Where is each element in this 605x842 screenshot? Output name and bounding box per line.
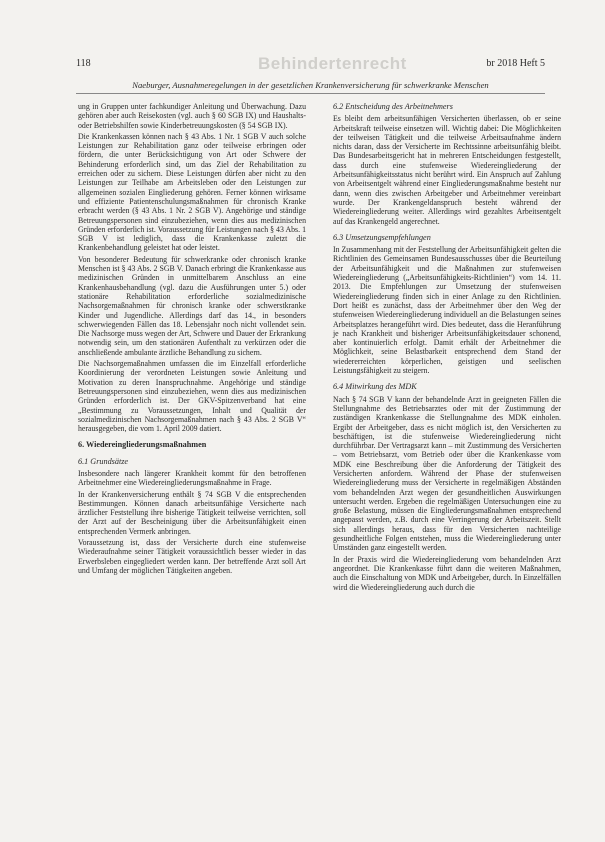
issue-label: br 2018 Heft 5	[486, 58, 545, 69]
paragraph: Es bleibt dem arbeitsunfähigen Versicherten überlassen, ob er seine Arbeitskraft teilweise einsetzen will. Wichtig dabei: Die Möglichkeiten der teilweisen Tätigkeit und die teilweise Arbeitsaufnahme ändern nichts daran, dass der Versicherte im Rechtssinne arbeitsunfähig bleibt. Das Bundesarbeitsgericht hat in mehreren Entscheidungen festgestellt, dass durch eine stufenweise Wiedereingliederung der Arbeitsunfähigkeitsstatus nicht berührt wird. Ein Anspruch auf Zahlung von Arbeitsentgelt während einer Eingliederungsmaßnahme besteht nur dann, wenn dies zwischen Arbeitgeber und Arbeitnehmer vereinbart wurde. Der Krankengeldanspruch besteht während der Wiedereingliederung weiter. Allerdings wird gezahltes Arbeitsentgelt auf das Krankengeld angerechnet.	[333, 114, 561, 226]
paragraph: In der Krankenversicherung enthält § 74 SGB V die entsprechenden Bestimmungen. Können danach arbeitsunfähige Versicherte nach ärztlicher Feststellung ihre bisherige Tätigkeit teilweise verrichten, soll der Arzt auf der Bescheinigung über die Arbeitsunfähigkeit einen entsprechenden Vermerk anbringen.	[78, 489, 306, 536]
paragraph: ung in Gruppen unter fachkundiger Anleitung und Überwachung. Dazu gehören aber auch Reisekosten (vgl. auch § 60 SGB IX) und Haushalts- oder Betriebshilfen sowie Kinderbetreuungskosten (§ 54 SGB IX).	[78, 102, 306, 130]
page-header	[76, 56, 545, 74]
subsection-heading: 6.2 Entscheidung des Arbeitnehmers	[333, 102, 453, 111]
paragraph: Die Krankenkassen können nach § 43 Abs. 1 Nr. 1 SGB V auch solche Leistungen zur Rehabilitation ganz oder teilweise erbringen oder fördern, die unter Berücksichtigung von Art oder Schwere der Behinderung erforderlich sind, um das Ziel der Rehabilitation zu erreichen oder zu sichern. Diese Leistungen dürfen aber nicht zu den Leistungen zur Teilhabe am Arbeitsleben oder den Leistungen zur allgemeinen sozialen Eingliederung gehören. Ferner können wirksame und effiziente Patientenschulungsmaßnahmen für chronisch Kranke erbracht werden (§ 43 Abs. 1 Nr. 2 SGB V). Angehörige und ständige Betreuungspersonen sind einzubeziehen, wenn dies aus medizinischen Gründen erforderlich ist. Voraussetzung für Leistungen nach § 43 Abs. 1 SGB V ist lediglich, dass die Krankenkasse zuletzt die Krankenbehandlung geleistet hat oder leistet.	[78, 131, 306, 253]
left-column	[78, 102, 306, 577]
paragraph: In der Praxis wird die Wiedereingliederung vom behandelnden Arzt angeordnet. Die Krankenkasse führt dann die weiteren Maßnahmen, auch die Einschaltung von MDK und Arbeitgeber, durch. In Einzelfällen wird die Wiedereingliederung auch durch die	[333, 554, 561, 592]
subsection-heading: 6.3 Umsetzungsempfehlungen	[333, 232, 431, 242]
journal-masthead: Behindertenrecht	[258, 54, 407, 73]
paragraph: Insbesondere nach längerer Krankheit kommt für den betroffenen Arbeitnehmer eine Wiedereingliederungsmaßnahme in Frage.	[78, 468, 306, 488]
paragraph: Die Nachsorgemaßnahmen umfassen die im Einzelfall erforderliche Koordinierung der verordneten Leistungen sowie Anleitung und Motivation zu deren Inanspruchnahme. Angehörige und ständige Betreuungspersonen sind einzubeziehen, wenn dies aus medizinischen Gründen erforderlich ist. Der GKV-Spitzenverband hat eine „Bestimmung zu Voraussetzungen, Inhalt und Qualität der sozialmedizinischen Nachsorgemaßnahmen nach § 43 Abs. 2 SGB V“ herausgegeben, die vom 1. April 2009 datiert.	[78, 359, 306, 434]
subsection-heading: 6.1 Grundsätze	[78, 456, 129, 466]
paragraph: Nach § 74 SGB V kann der behandelnde Arzt in geeigneten Fällen die Stellungnahme des Betriebsarztes oder mit der Zustimmung der zuständigen Krankenkasse die Stellungnahme des MDK einholen. Ergibt der Arbeitgeber, dass es nicht möglich ist, den Versicherten zu beschäftigen, ist die stufenweise Wiedereingliederung nicht durchführbar. Der Vertragsarzt kann – mit Zustimmung des Versicherten – vom Betriebsarzt, vom Betrieb oder über die Krankenkasse vom MDK eine Beschreibung über die Anforderung der Tätigkeit des Versicherten anfordern. Während der Phase der stufenweisen Wiedereingliederung muss der Versicherte in regelmäßigen Abständen vom behandelnden Arzt wegen der gesundheitlichen Auswirkungen untersucht werden. Ergeben die regelmäßigen Untersuchungen eine zu große Belastung, müssen die Eingliederungsmaßnahmen entsprechend angepasst werden, z.B. durch eine Verringerung der Arbeitszeit. Stellt sich allerdings heraus, dass für den Versicherten nachteilige gesundheitliche Folgen entstehen, muss die Wiedereingliederung unter Umständen ganz eingestellt werden.	[333, 394, 561, 553]
paragraph: In Zusammenhang mit der Feststellung der Arbeitsunfähigkeit gelten die Richtlinien des Gemeinsamen Bundesausschusses über die Beurteilung der Arbeitsunfähigkeit und die Maßnahmen zur stufenweisen Wiedereingliederung („Arbeitsunfähigkeits-Richtlinien“) vom 14. 11. 2013. Die Empfehlungen zur Umsetzung der stufenweisen Wiedereingliederung finden sich in einer Anlage zu den Richtlinien. Dort heißt es zunächst, dass der Arbeitnehmer über den Weg der stufenweisen Wiedereingliederung individuell an die Belastungen seines Arbeitsplatzes herangeführt wird. Dies bedeutet, dass die Heranführung je nach Krankheit und bisheriger Arbeitsunfähigkeitsdauer schonend, aber kontinuierlich erfolgt. Damit erhält der Arbeitnehmer die Möglichkeit, seine Belastbarkeit entsprechend dem Stand der wiedererreichten körperlichen, geistigen und seelischen Leistungsfähigkeit zu steigern.	[333, 245, 561, 376]
page-number: 118	[76, 58, 91, 69]
running-title: Naeburger, Ausnahmeregelungen in der gesetzlichen Krankenversicherung für schwerkranke Menschen	[76, 80, 545, 94]
paragraph: Von besonderer Bedeutung für schwerkranke oder chronisch kranke Menschen ist § 43 Abs. 2 SGB V. Danach erbringt die Krankenkasse aus medizinischen Gründen in unmittelbarem Anschluss an eine Krankenhausbehandlung (vgl. dazu die Ausführungen unter 5.) oder stationäre Rehabilitation erforderliche sozialmedizinische Nachsorgemaßnahmen für chronisch kranke oder schwerstkranke Kinder und Jugendliche. Allerdings darf das 14., in besonders schwerwiegenden Fällen das 18. Lebensjahr noch nicht vollendet sein. Die Nachsorge muss wegen der Art, Schwere und Dauer der Erkrankung notwendig sein, um den stationären Aufenthalt zu verkürzen oder die anschließende ambulante ärztliche Behandlung zu sichern.	[78, 254, 306, 357]
subsection-heading: 6.4 Mitwirkung des MDK	[333, 382, 417, 392]
section-heading: 6. Wiedereingliederungsmaßnahmen	[78, 440, 207, 450]
paragraph: Voraussetzung ist, dass der Versicherte durch eine stufenweise Wiederaufnahme seiner Tätigkeit voraussichtlich besser wieder in das Erwerbsleben eingegliedert werden kann. Der betreffende Arzt soll Art und Umfang der möglichen Tätigkeiten angeben.	[78, 538, 306, 575]
right-column	[333, 102, 561, 594]
